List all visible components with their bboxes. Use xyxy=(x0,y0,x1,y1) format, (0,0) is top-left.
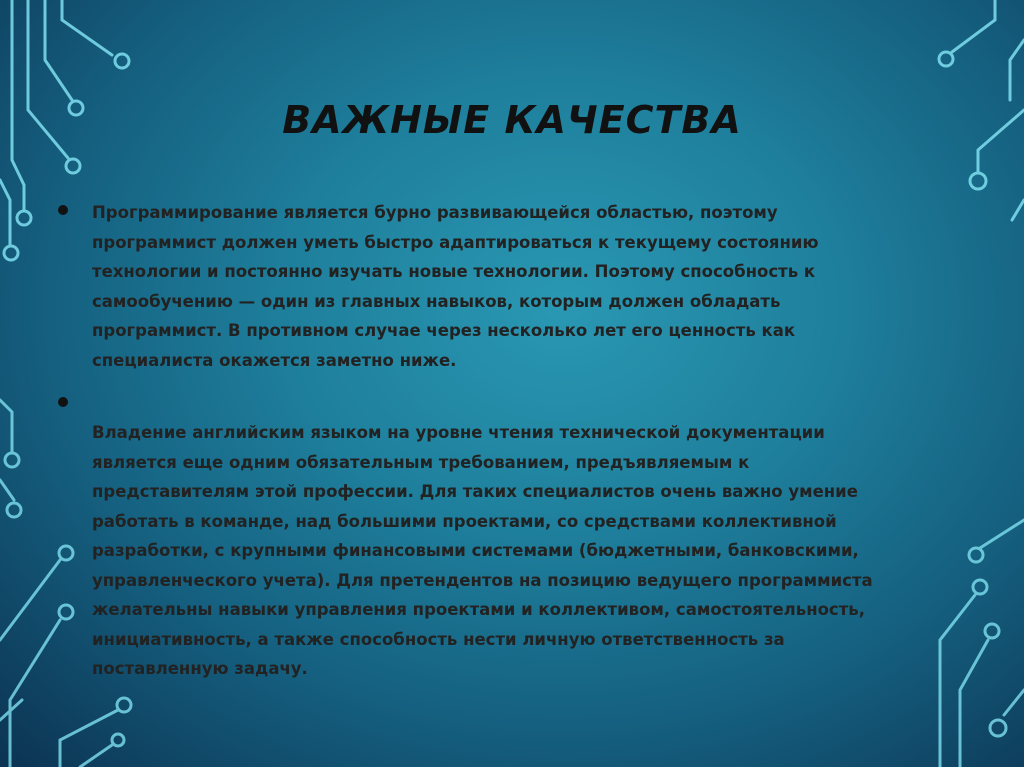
bullet-dot-icon xyxy=(58,205,68,215)
bullet-item xyxy=(58,198,948,375)
bullet-text: Программирование является бурно развивающейся областью, поэтому программист должен уметь быстро адаптироваться к текущему состоянию технологии и постоянно изучать новые технологии. Поэтому способность к самообучению — один из главных навыков, которым должен обладать программист. В противном случае через несколько лет его ценность как специалиста окажется заметно ниже. xyxy=(92,203,819,370)
bullet-text: Владение английским языком на уровне чтения технической документации является еще одним обязательным требованием, предъявляемым к представителям этой профессии. Для таких специалистов очень важно умение работать в команде, над большими проектами, со средствами коллективной разработки, с крупными финансовыми системами (бюджетными, банковскими, управленческого учета). Для претендентов на позицию ведущего программиста желательны навыки управления проектами и коллективом, самостоятельность, инициативность, а также способность нести личную ответственность за поставленную задачу. xyxy=(92,423,873,678)
bullet-list xyxy=(58,198,948,684)
bullet-item xyxy=(58,389,948,684)
circuit-right-bottom xyxy=(940,520,1024,767)
slide-title: ВАЖНЫЕ КАЧЕСТВА xyxy=(282,98,742,142)
bullet-dot-icon xyxy=(58,397,68,407)
